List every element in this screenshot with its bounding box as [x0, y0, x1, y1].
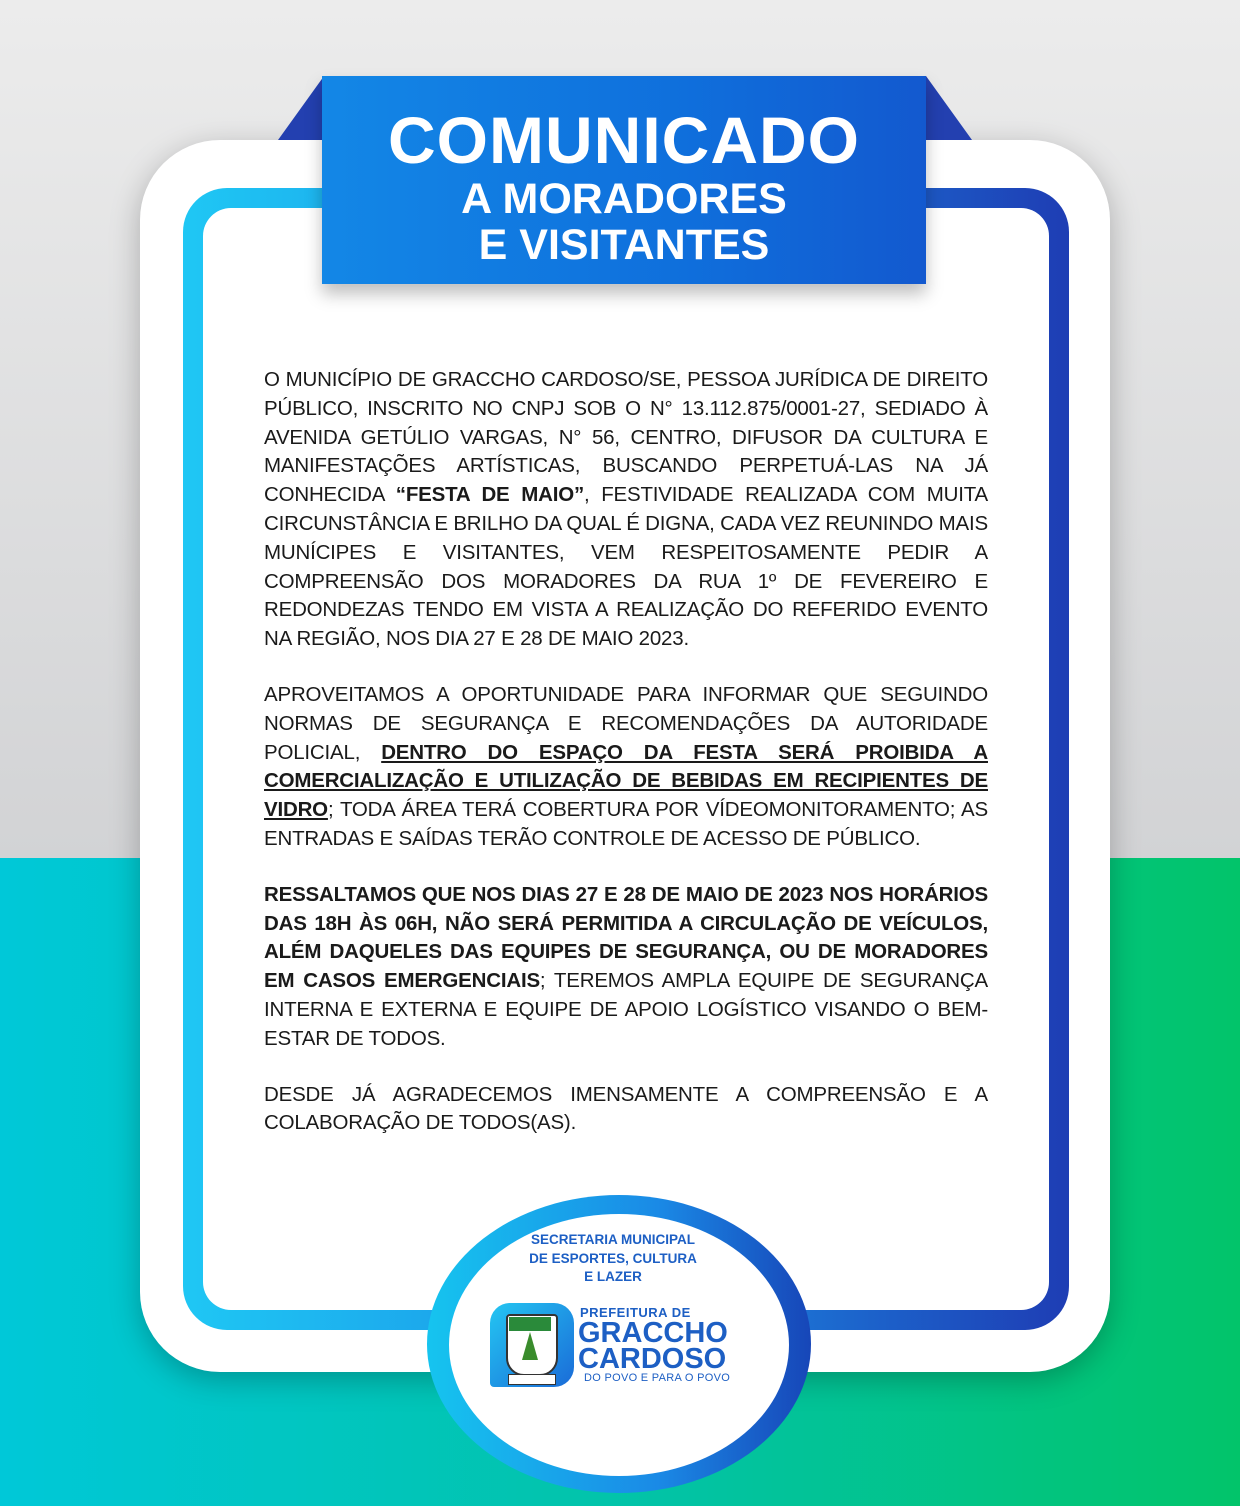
city-name-line2: CARDOSO — [578, 1343, 727, 1375]
secretaria-line-2: DE ESPORTES, CULTURA — [529, 1250, 697, 1266]
paragraph-2 — [264, 681, 988, 854]
secretaria-line-3: E LAZER — [584, 1269, 642, 1284]
ribbon-fold-right — [926, 76, 972, 140]
secretaria-line-1: SECRETARIA MUNICIPAL — [531, 1232, 695, 1247]
paragraph-2-text-a: APROVEITAMOS A OPORTUNIDADE PARA INFORMAR QUE SEGUINDO NORMAS DE SEGURANÇA E RECOMENDAÇÕES DA AUTORIDADE POLICIAL, — [264, 682, 988, 764]
banner-subtitle-line1: A MORADORES — [461, 175, 787, 223]
header-banner — [322, 76, 926, 284]
coat-of-arms-band — [509, 1317, 551, 1331]
paragraph-2-text-b: ; TODA ÁREA TERÁ COBERTURA POR VÍDEOMONITORAMENTO; AS ENTRADAS E SAÍDAS TERÃO CONTROLE DE ACESSO DE PÚBLICO. — [264, 798, 988, 850]
paragraph-1 — [264, 366, 988, 654]
paragraph-3-bold: RESSALTAMOS QUE NOS DIAS 27 E 28 DE MAIO DE 2023 NOS HORÁRIOS DAS 18H ÀS 06H, NÃO SERÁ PERMITIDA A CIRCULAÇÃO DE VEÍCULOS, ALÉM DAQUELES DAS EQUIPES DE SEGURANÇA, OU DE MORADORES EM CASOS EMERGENCIAIS — [264, 882, 988, 993]
paragraph-1-text-b: , FESTIVIDADE REALIZADA COM MUITA CIRCUNSTÂNCIA E BRILHO DA QUAL É DIGNA, CADA VEZ REUNINDO MAIS MUNÍCIPES E VISITANTES, VEM RESPEITOSAMENTE PEDIR A COMPREENSÃO DOS MORADORES DA RUA 1º DE FEVEREIRO E REDONDEZAS TENDO EM VISTA A REALIZAÇÃO DO REFERIDO EVENTO NA REGIÃO, NOS DIA 27 E 28 DE MAIO 2023. — [264, 483, 988, 651]
coat-of-arms-ribbon — [508, 1374, 556, 1385]
paragraph-2-bold-underlined: DENTRO DO ESPAÇO DA FESTA SERÁ PROIBIDA A COMERCIALIZAÇÃO E UTILIZAÇÃO DE BEBIDAS EM RECIPIENTES DE VIDRO — [264, 740, 988, 822]
paragraph-3 — [264, 881, 988, 1054]
ribbon-fold-left — [278, 76, 324, 140]
slogan: DO POVO E PARA O POVO — [584, 1372, 731, 1384]
secretaria-label — [500, 1231, 726, 1287]
banner-subtitle-line2: E VISITANTES — [478, 221, 770, 269]
notice-body — [264, 366, 988, 1165]
paragraph-1-bold: “FESTA DE MAIO” — [395, 483, 584, 507]
banner-title: COMUNICADO — [388, 103, 860, 177]
tree-icon — [522, 1332, 538, 1360]
prefeitura-label: PREFEITURA DE — [580, 1305, 691, 1320]
city-name-line1: GRACCHO — [578, 1317, 728, 1349]
paragraph-3-text-b: ; TEREMOS AMPLA EQUIPE DE SEGURANÇA INTERNA E EXTERNA E EQUIPE DE APOIO LOGÍSTICO VISANDO O BEM-ESTAR DE TODOS. — [264, 969, 988, 1050]
paragraph-4: DESDE JÁ AGRADECEMOS IMENSAMENTE A COMPREENSÃO E A COLABORAÇÃO DE TODOS(AS). — [264, 1082, 988, 1135]
paragraph-1-text-a: O MUNICÍPIO DE GRACCHO CARDOSO/SE, PESSOA JURÍDICA DE DIREITO PÚBLICO, INSCRITO NO CNPJ SOB O N° 13.112.875/0001-27, SEDIADO À AVENIDA GETÚLIO VARGAS, N° 56, CENTRO, DIFUSOR DA CULTURA E MANIFESTAÇÕES ARTÍSTICAS, BUSCANDO PERPETUÁ-LAS NA JÁ CONHECIDA — [264, 368, 988, 507]
